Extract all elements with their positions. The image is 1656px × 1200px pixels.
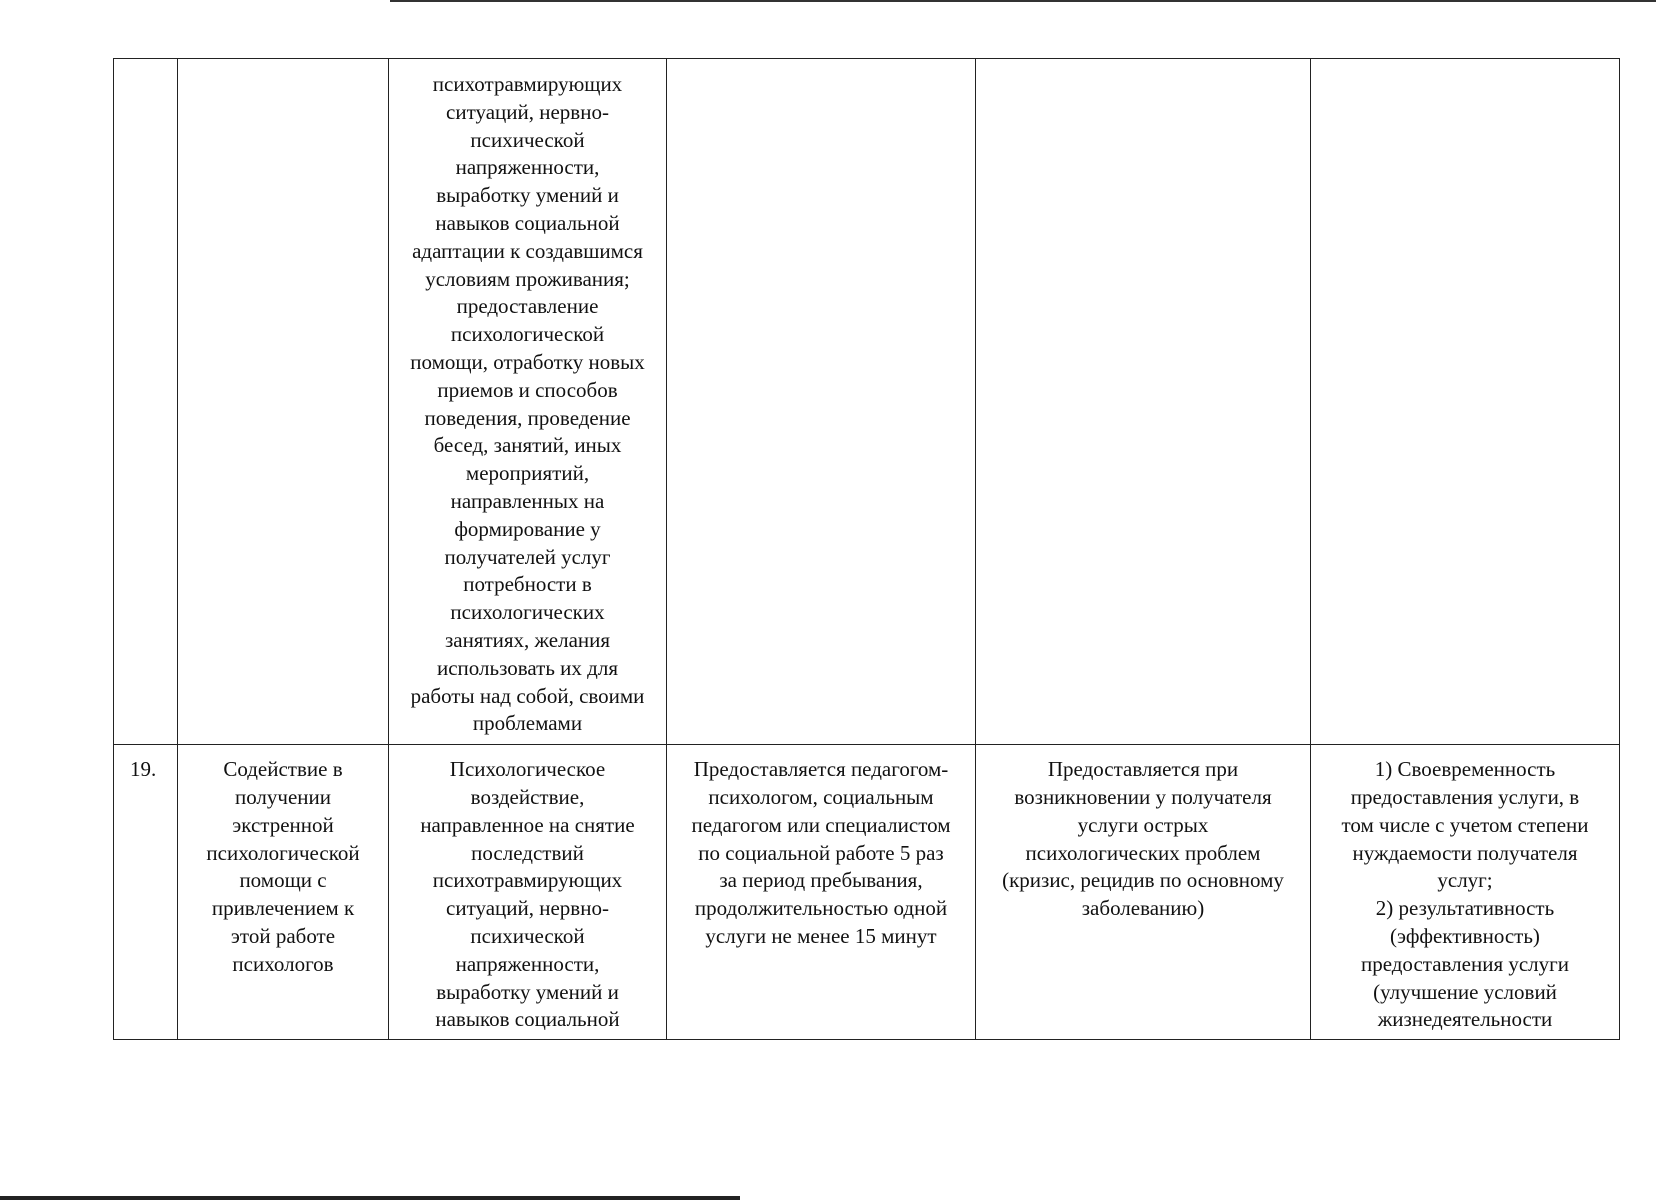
- row-number: 19.: [130, 757, 157, 782]
- cell-row-number: [114, 745, 178, 1040]
- table-row-continuation: [114, 59, 1620, 745]
- cell-quality-empty: [1311, 59, 1620, 745]
- cell-service-name-empty: [178, 59, 389, 745]
- service-description: Психологическое воздействие, направленное на снятие последствий психотравмирующих ситуаций, нервно- психической напряженности, выработку умений и навыков социальной: [420, 757, 635, 1032]
- cell-conditions-empty: [976, 59, 1311, 745]
- services-table: [113, 58, 1620, 1040]
- cell-service-name: [178, 745, 389, 1040]
- provision-terms: Предоставляется педагогом- психологом, социальным педагогом или специалистом по социальной работе 5 раз за период пребывания, продолжительностью одной услуги не менее 15 минут: [691, 757, 951, 948]
- scan-edge-bottom: [0, 1196, 740, 1200]
- provision-conditions: Предоставляется при возникновении у получателя услуги острых психологических проблем (кризис, рецидив по основному заболеванию): [1002, 757, 1284, 921]
- quality-indicators: 1) Своевременность предоставления услуги, в том числе с учетом степени нуждаемости получателя услуг; 2) результативность (эффективность) предоставления услуги (улучшение условий жизнедеятельности: [1341, 757, 1589, 1032]
- description-continued-text: психотравмирующих ситуаций, нервно- психической напряженности, выработку умений и навыков социальной адаптации к создавшимся условиям проживания; предоставление психологической помощи, отработку новых приемов и способов поведения, проведение бесед, занятий, иных мероприятий, направленных на формирование у получателей услуг потребности в психологических занятиях, желания использовать их для работы над собой, своими проблемами: [410, 72, 645, 736]
- cell-terms-empty: [667, 59, 976, 745]
- table-row-19: [114, 745, 1620, 1040]
- cell-description-continued: [389, 59, 667, 745]
- cell-provision-conditions: [976, 745, 1311, 1040]
- cell-provision-terms: [667, 745, 976, 1040]
- scan-edge-top: [390, 0, 1656, 2]
- service-name: Содействие в получении экстренной психологической помощи с привлечением к этой работе психологов: [206, 757, 360, 976]
- cell-quality-indicators: [1311, 745, 1620, 1040]
- cell-description: [389, 745, 667, 1040]
- cell-number-empty: [114, 59, 178, 745]
